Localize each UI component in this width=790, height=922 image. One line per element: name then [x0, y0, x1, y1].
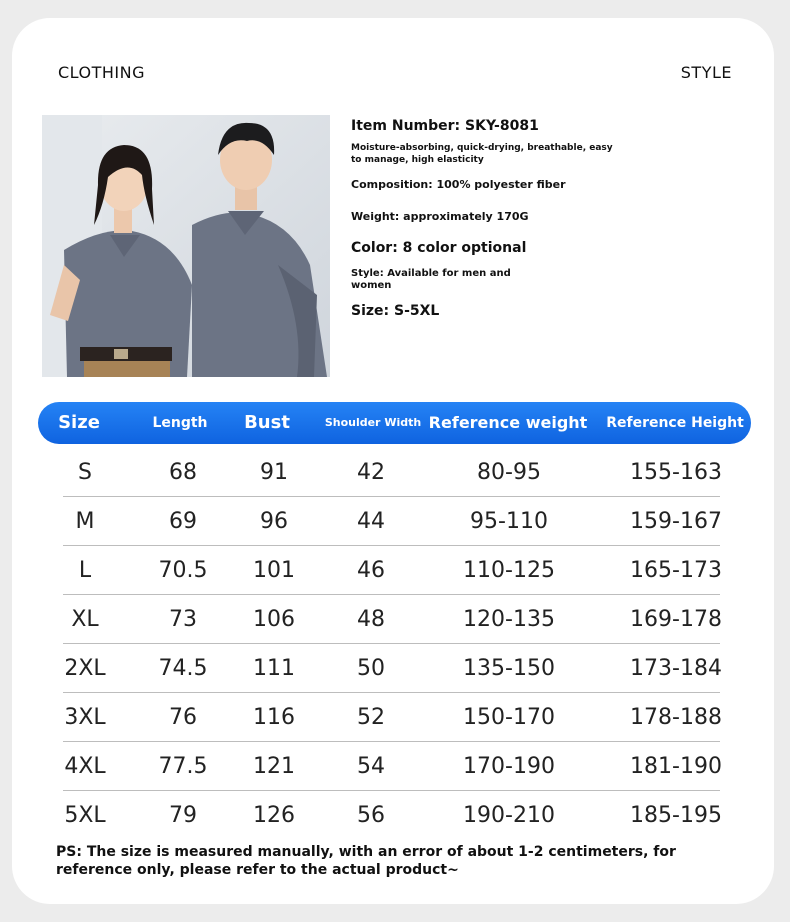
- cell-bust: 106: [253, 607, 295, 632]
- row-divider: [63, 741, 720, 742]
- table-row: [63, 742, 720, 791]
- cell-size: 5XL: [64, 803, 106, 828]
- column-header-length: Length: [152, 415, 208, 431]
- weight-text: Weight: approximately 170G: [351, 210, 529, 223]
- cell-bust: 111: [253, 656, 295, 681]
- cell-reference-weight: 120-135: [463, 607, 555, 632]
- product-photo: [42, 115, 330, 377]
- cell-reference-height: 165-173: [630, 558, 722, 583]
- cell-length: 74.5: [158, 656, 208, 681]
- table-row: [63, 644, 720, 693]
- cell-shoulder-width: 42: [357, 460, 385, 485]
- column-header-reference-weight: Reference weight: [428, 413, 588, 432]
- style-heading: STYLE: [680, 63, 732, 82]
- cell-length: 79: [169, 803, 197, 828]
- features-text: Moisture-absorbing, quick-drying, breathable, easy to manage, high elasticity: [351, 143, 613, 165]
- cell-reference-weight: 190-210: [463, 803, 555, 828]
- cell-size: 3XL: [64, 705, 106, 730]
- cell-length: 69: [169, 509, 197, 534]
- cell-size: M: [75, 509, 95, 534]
- cell-reference-weight: 80-95: [477, 460, 541, 485]
- cell-size: 2XL: [64, 656, 106, 681]
- cell-reference-weight: 95-110: [470, 509, 548, 534]
- cell-bust: 126: [253, 803, 295, 828]
- clothing-heading: CLOTHING: [58, 63, 145, 82]
- cell-size: S: [78, 460, 92, 485]
- cell-length: 76: [169, 705, 197, 730]
- composition-text: Composition: 100% polyester fiber: [351, 178, 566, 191]
- row-divider: [63, 692, 720, 693]
- measurement-note: PS: The size is measured manually, with an error of about 1-2 centimeters, for reference only, please refer to the actual product~: [56, 844, 676, 878]
- table-header: [38, 402, 751, 444]
- cell-bust: 121: [253, 754, 295, 779]
- color-text: Color: 8 color optional: [351, 240, 527, 256]
- table-row: [63, 546, 720, 595]
- cell-reference-height: 155-163: [630, 460, 722, 485]
- row-divider: [63, 594, 720, 595]
- column-header-size: Size: [58, 412, 100, 433]
- style-text: Style: Available for men and women: [351, 268, 511, 291]
- table-row: [63, 595, 720, 644]
- table-row: [63, 791, 720, 840]
- cell-shoulder-width: 50: [357, 656, 385, 681]
- column-header-reference-height: Reference Height: [606, 415, 744, 431]
- cell-reference-height: 173-184: [630, 656, 722, 681]
- cell-size: L: [78, 558, 92, 583]
- cell-size: XL: [71, 607, 99, 632]
- cell-length: 77.5: [158, 754, 208, 779]
- cell-bust: 116: [253, 705, 295, 730]
- cell-length: 68: [169, 460, 197, 485]
- cell-bust: 96: [260, 509, 288, 534]
- cell-shoulder-width: 46: [357, 558, 385, 583]
- table-row: [63, 497, 720, 546]
- column-header-bust: Bust: [244, 412, 290, 433]
- cell-length: 70.5: [158, 558, 208, 583]
- row-divider: [63, 496, 720, 497]
- cell-shoulder-width: 44: [357, 509, 385, 534]
- cell-bust: 91: [260, 460, 288, 485]
- row-divider: [63, 790, 720, 791]
- cell-reference-weight: 150-170: [463, 705, 555, 730]
- cell-reference-height: 169-178: [630, 607, 722, 632]
- item-number: Item Number: SKY-8081: [351, 118, 539, 134]
- row-divider: [63, 545, 720, 546]
- table-row: [63, 448, 720, 497]
- cell-shoulder-width: 56: [357, 803, 385, 828]
- cell-bust: 101: [253, 558, 295, 583]
- cell-reference-height: 178-188: [630, 705, 722, 730]
- column-header-shoulder-width: Shoulder Width: [324, 416, 422, 429]
- cell-reference-weight: 135-150: [463, 656, 555, 681]
- row-divider: [63, 643, 720, 644]
- cell-shoulder-width: 52: [357, 705, 385, 730]
- cell-shoulder-width: 54: [357, 754, 385, 779]
- cell-reference-height: 181-190: [630, 754, 722, 779]
- table-row: [63, 693, 720, 742]
- cell-size: 4XL: [64, 754, 106, 779]
- cell-shoulder-width: 48: [357, 607, 385, 632]
- cell-length: 73: [169, 607, 197, 632]
- size-text: Size: S-5XL: [351, 303, 440, 319]
- cell-reference-weight: 110-125: [463, 558, 555, 583]
- cell-reference-height: 185-195: [630, 803, 722, 828]
- cell-reference-height: 159-167: [630, 509, 722, 534]
- cell-reference-weight: 170-190: [463, 754, 555, 779]
